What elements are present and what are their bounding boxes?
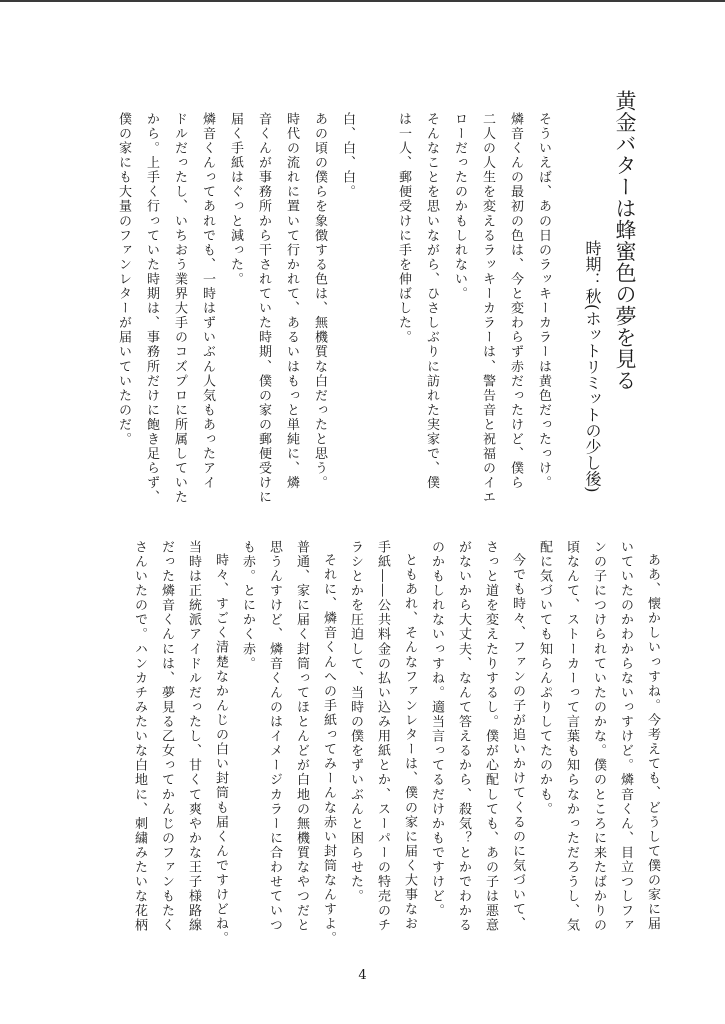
text-line: ともあれ、そんなファンレターは、僕の家に届く大事なお bbox=[402, 553, 417, 932]
text-line: は一人、郵便受けに手を伸ばした。 bbox=[396, 112, 411, 345]
text-line: ラシとかを圧迫して、当時の僕をずいぶんと困らせた。 bbox=[348, 540, 363, 904]
text-line: そういえば、あの日のラッキーカラーは黄色だったっけ。 bbox=[536, 112, 551, 491]
page-title: 黄金バターは蜂蜜色の夢を見る bbox=[613, 90, 637, 391]
text-line: ンの子につけられていたのかな。僕のところに来たばかりの bbox=[591, 540, 606, 933]
text-line: 当時は正統派アイドルだったし、甘くて爽やかな王子様路線 bbox=[186, 540, 201, 933]
text-line: そんなことを思いながら、ひさしぶりに訪れた実家で、僕 bbox=[424, 112, 439, 491]
text-line: から。上手く行っていた時期は、事務所だけに飽き足らず、 bbox=[144, 112, 159, 505]
text-line: さっと道を変えたりするし。僕が心配しても、あの子は悪意 bbox=[483, 540, 498, 933]
text-line: 僕の家にも大量のファンレターが届いていたのだ。 bbox=[116, 112, 131, 447]
text-line: ローだったのかもしれない。 bbox=[452, 112, 467, 302]
text-line: 時々、すごく清楚なかんじの白い封筒も届くんですけどね。 bbox=[213, 553, 228, 946]
page-number: 4 bbox=[358, 968, 367, 983]
text-line: 今でも時々、ファンの子が追いかけてくるのに気づいて、 bbox=[510, 553, 525, 932]
text-line: 燐音くんってあれでも、一時はずいぶん人気もあったアイ bbox=[200, 112, 215, 491]
text-line: のかもしれないっすね。適当言ってるだけかもですけど。 bbox=[429, 540, 444, 919]
text-line: 思うんすけど、燐音くんのはイメージカラーに合わせていつ bbox=[267, 540, 282, 933]
text-line: 手紙――公共料金の払い込み用紙とか、スーパーの特売のチ bbox=[375, 540, 390, 933]
text-line: 時代の流れに置いて行かれて、あるいはもっと単純に、燐 bbox=[284, 112, 299, 491]
text-line: 頃なんて、ストーカーって言葉も知らなかっただろうし、気 bbox=[564, 540, 579, 933]
text-line: 燐音くんの最初の色は、今と変わらず赤だったけど、僕ら bbox=[508, 112, 523, 491]
top-border bbox=[0, 0, 725, 2]
text-line: 二人の人生を変えるラッキーカラーは、警告音と祝福のイエ bbox=[480, 112, 495, 505]
text-line: 配に気づいても知らんぷりしてたのかも。 bbox=[537, 540, 552, 817]
text-line: 音くんが事務所から干されていた時期、僕の家の郵便受けに bbox=[256, 112, 271, 505]
text-line: 白、白、白。 bbox=[340, 112, 355, 200]
text-line: ドルだったし、いちおう業界大手のコズプロに所属していた bbox=[172, 112, 187, 505]
text-line: あの頃の僕らを象徴する色は、無機質な白だったと思う。 bbox=[312, 112, 327, 491]
text-line: 届く手紙はぐっと減った。 bbox=[228, 112, 243, 287]
text-line: さんいたので。ハンカチみたいな白地に、刺繍みたいな花柄 bbox=[132, 540, 147, 933]
text-line: いていたのかわからないっすけど。燐音くん、目立つしファ bbox=[618, 540, 633, 933]
text-line: ああ、懐かしいっすね。今考えても、どうして僕の家に届 bbox=[645, 553, 660, 932]
text-line: 普通、家に届く封筒ってほとんどが白地の無機質なやつだと bbox=[294, 540, 309, 933]
subtitle: 時期：秋(ホットリミットの少し後) bbox=[583, 240, 602, 493]
text-line: それに、燐音くんへの手紙ってみーんな赤い封筒なんすよ。 bbox=[321, 553, 336, 946]
text-line: だった燐音くんには、夢見る乙女ってかんじのファンもたく bbox=[159, 540, 174, 933]
text-line: がないから大丈夫、なんて答えるから、殺気？とかでわかる bbox=[456, 540, 471, 933]
text-line: も赤。とにかく赤。 bbox=[240, 540, 255, 671]
